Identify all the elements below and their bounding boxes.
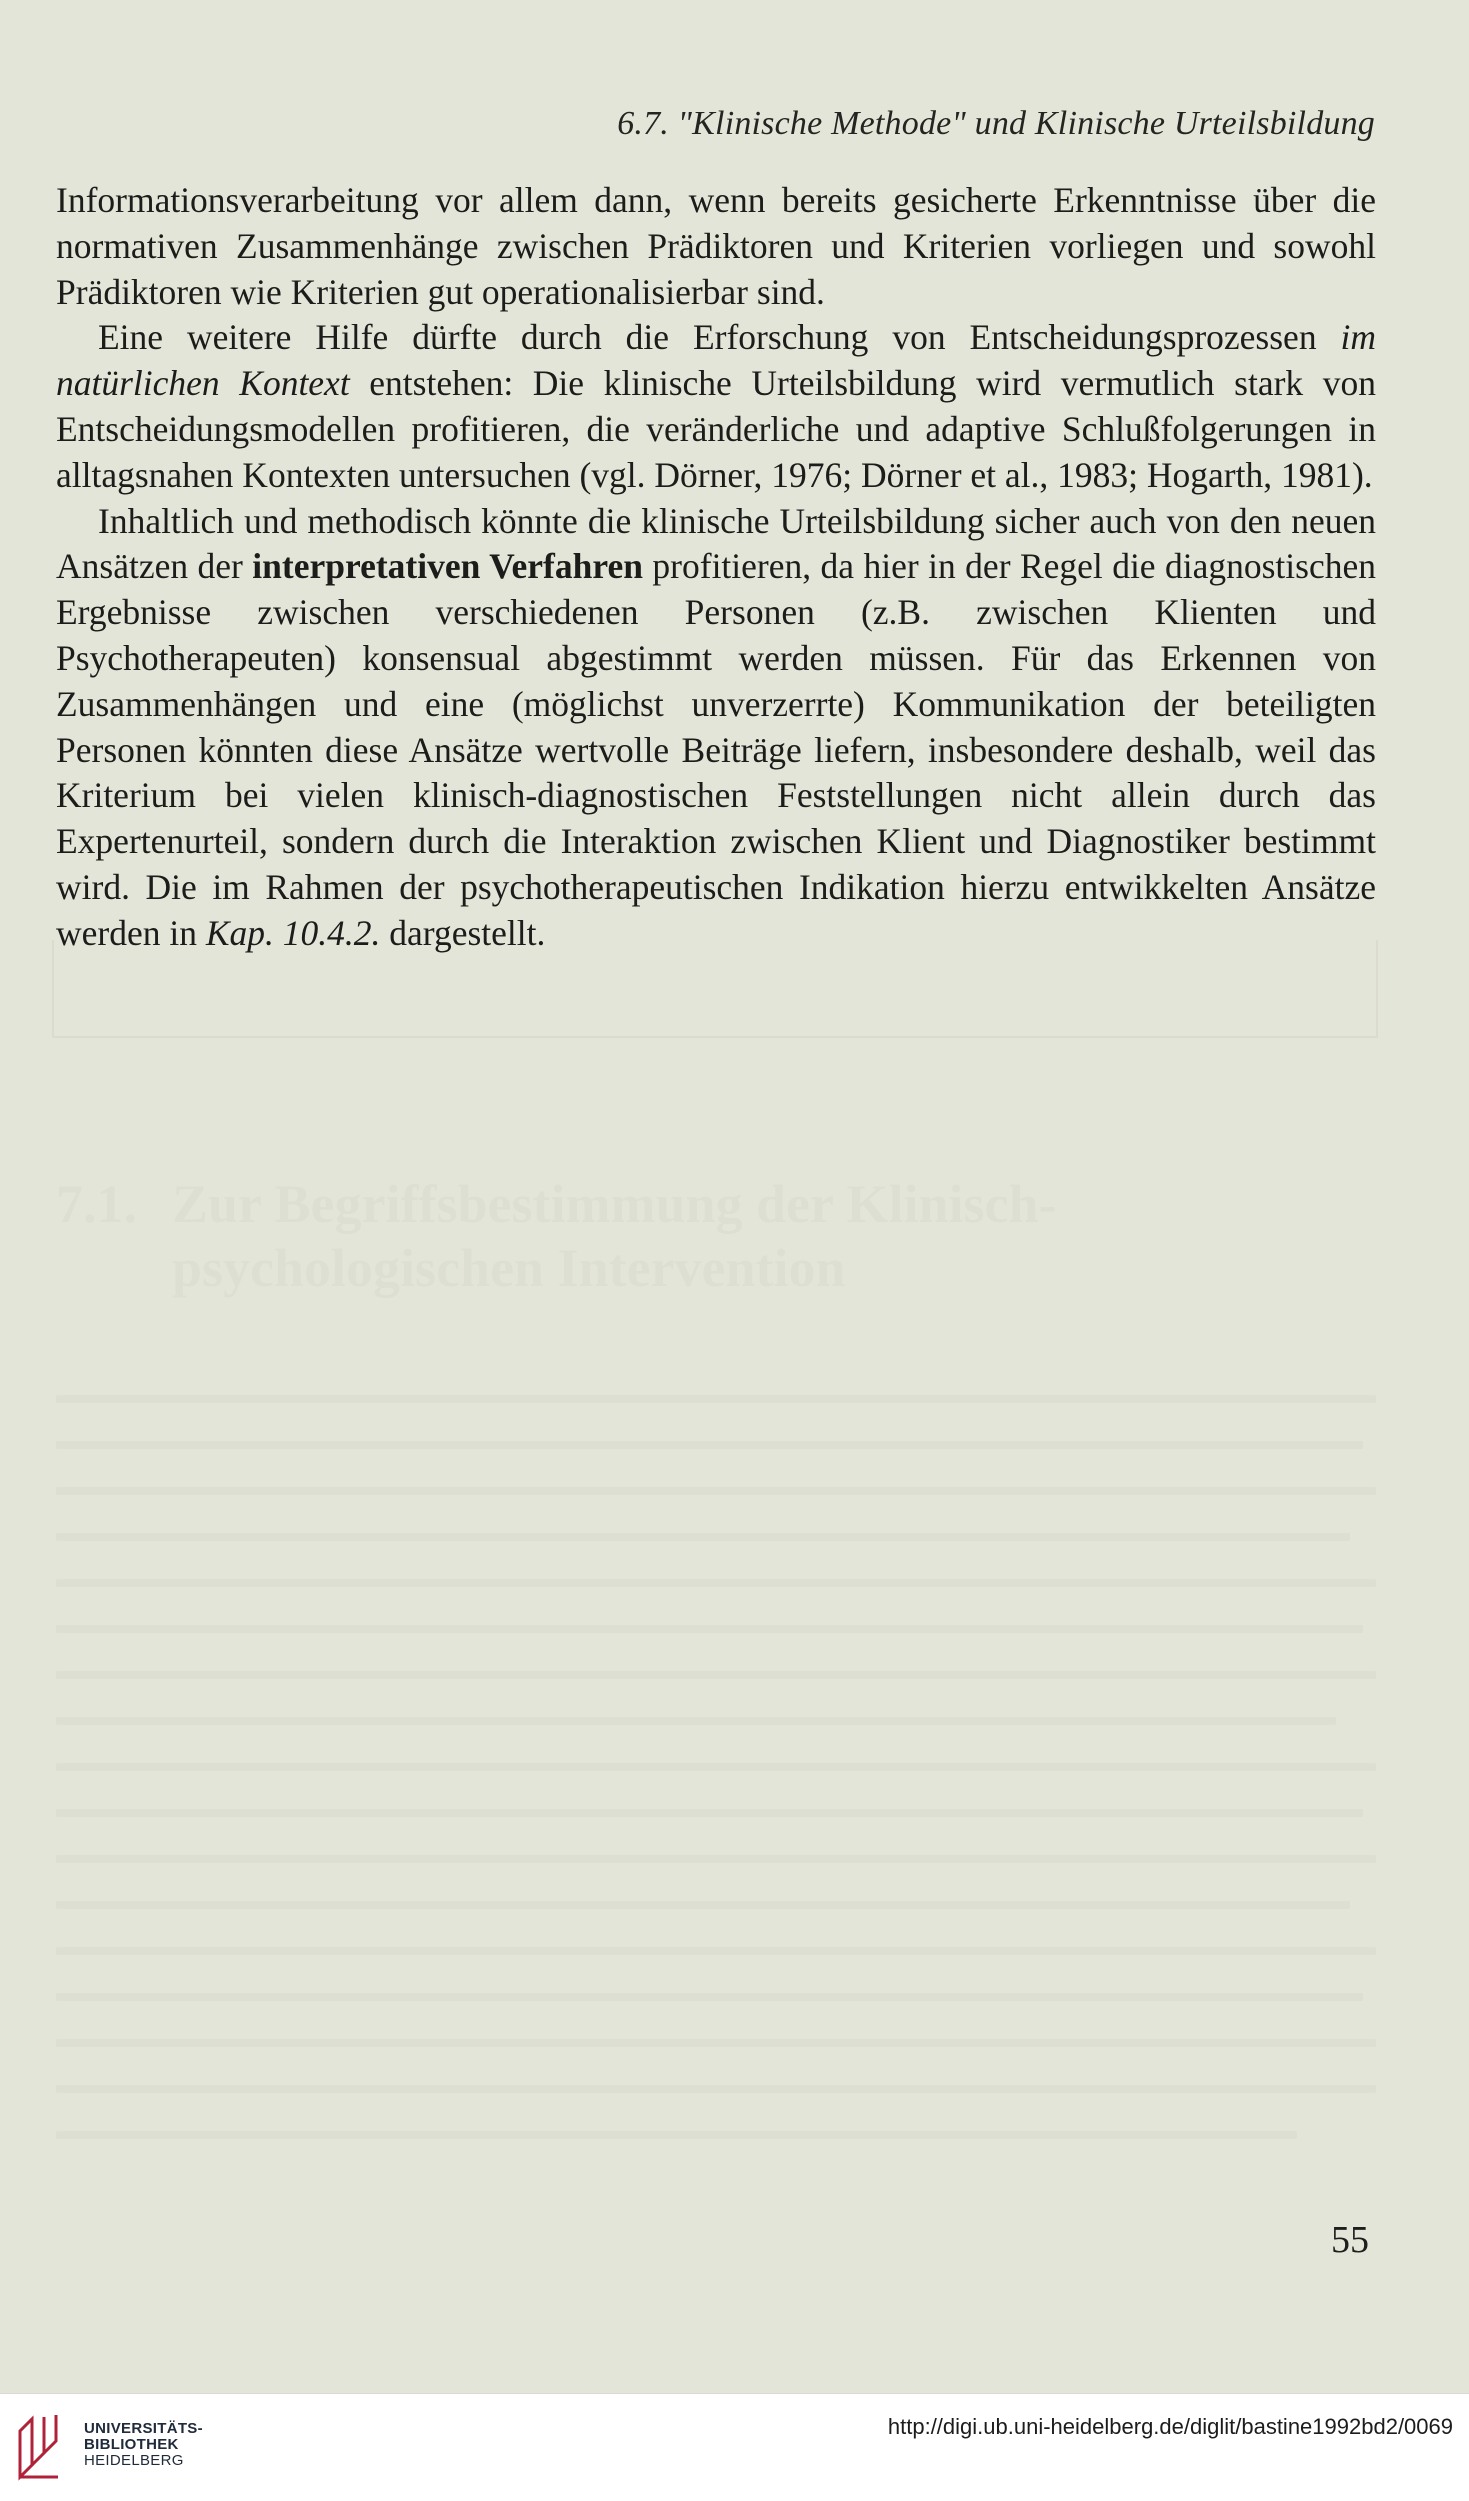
running-head: 6.7. "Klinische Methode" und Klinische Urteilsbildung xyxy=(617,105,1375,142)
paragraph-2 xyxy=(56,315,1376,498)
bleed-through-line xyxy=(56,1809,1363,1817)
page-number: 55 xyxy=(1331,2219,1369,2261)
bleed-through-line-1: Zur Begriffsbestimmung der Klinisch- xyxy=(172,1174,1057,1234)
bleed-through-heading xyxy=(56,1172,1057,1300)
body-text xyxy=(56,178,1376,957)
bleed-through-line xyxy=(56,1487,1376,1495)
bleed-through-line xyxy=(56,1671,1376,1679)
bleed-through-line xyxy=(56,2039,1376,2047)
bleed-through-line xyxy=(56,1441,1363,1449)
library-name xyxy=(84,2421,203,2469)
footer-bar xyxy=(0,2393,1469,2501)
library-name-line-1: UNIVERSITÄTS- xyxy=(84,2420,203,2437)
bleed-through-line xyxy=(56,1855,1376,1863)
paragraph-3 xyxy=(56,499,1376,957)
paragraph-1-text: Informationsverarbeitung vor allem dann, wenn bereits gesicherte Erkenntnisse über die normativen Zusammenhänge zwischen Prädiktoren und Kriterien vorliegen und sowohl Prädiktoren wie Kriterien gut operationalisierbar sind. xyxy=(56,180,1376,312)
bleed-through-line xyxy=(56,1533,1350,1541)
paragraph-2-text-end: entstehen: Die klinische Urteilsbildung wird vermutlich stark von Entscheidungsmodellen profitieren, die veränderliche und adaptive Schlußfolgerungen in alltagsnahen Kontexten untersuchen (vgl. Dörner, 1976; Dörner et al., 1983; Hogarth, 1981). xyxy=(56,363,1376,495)
bleed-through-line xyxy=(56,1993,1363,2001)
paragraph-3-bold-term: interpretativen Verfahren xyxy=(252,546,643,587)
library-name-line-2: BIBLIOTHEK xyxy=(84,2436,179,2453)
library-logo-icon xyxy=(14,2413,66,2481)
library-name-line-3: HEIDELBERG xyxy=(84,2452,184,2469)
paragraph-3-text: Inhaltlich und methodisch könnte die klinische Urteilsbildung sicher auch von den neuen Ansätzen der xyxy=(56,500,1376,587)
bleed-through-line xyxy=(56,2085,1376,2093)
source-url-link[interactable]: http://digi.ub.uni-heidelberg.de/diglit/bastine1992bd2/0069 xyxy=(887,2414,1453,2439)
paragraph-2-emphasis: im natürlichen Kontext xyxy=(56,317,1376,404)
paragraph-2-text: Eine weitere Hilfe dürfte durch die Erforschung von Entscheidungsprozessen xyxy=(98,317,1341,358)
bleed-through-line xyxy=(56,1763,1376,1771)
bleed-through-line xyxy=(56,1625,1363,1633)
bleed-through-line xyxy=(56,1395,1376,1403)
paragraph-3-text-end: dargestellt. xyxy=(380,912,546,953)
bleed-through-line xyxy=(56,1717,1336,1725)
bleed-through-text xyxy=(56,1395,1376,2177)
bleed-through-line-2: psychologischen Intervention xyxy=(172,1238,846,1298)
bleed-through-line xyxy=(56,2131,1297,2139)
bleed-through-number: 7.1. xyxy=(56,1174,137,1234)
chapter-reference: Kap. 10.4.2. xyxy=(205,912,381,953)
bleed-through-line xyxy=(56,1901,1350,1909)
paragraph-1 xyxy=(56,178,1376,315)
bleed-through-line xyxy=(56,1947,1376,1955)
bleed-through-line xyxy=(56,1579,1376,1587)
paragraph-3-text-middle: profitieren, da hier in der Regel die diagnostischen Ergebnisse zwischen verschiedenen Personen (z.B. zwischen Klienten und Psychotherapeuten) konsensual abgestimmt werden müssen. Für das Erkennen von Zusammenhängen und eine (möglichst unverzerrte) Kommunikation der beteiligten Personen könnten diese Ansätze wertvolle Beiträge liefern, insbesondere deshalb, weil das Kriterium bei vielen klinisch-diagnostischen Feststellungen nicht allein durch das Expertenurteil, sondern durch die Interaktion zwischen Klient und Diagnostiker bestimmt wird. Die im Rahmen der psychotherapeutischen Indikation hierzu entwikkelten Ansätze werden in xyxy=(56,546,1376,953)
